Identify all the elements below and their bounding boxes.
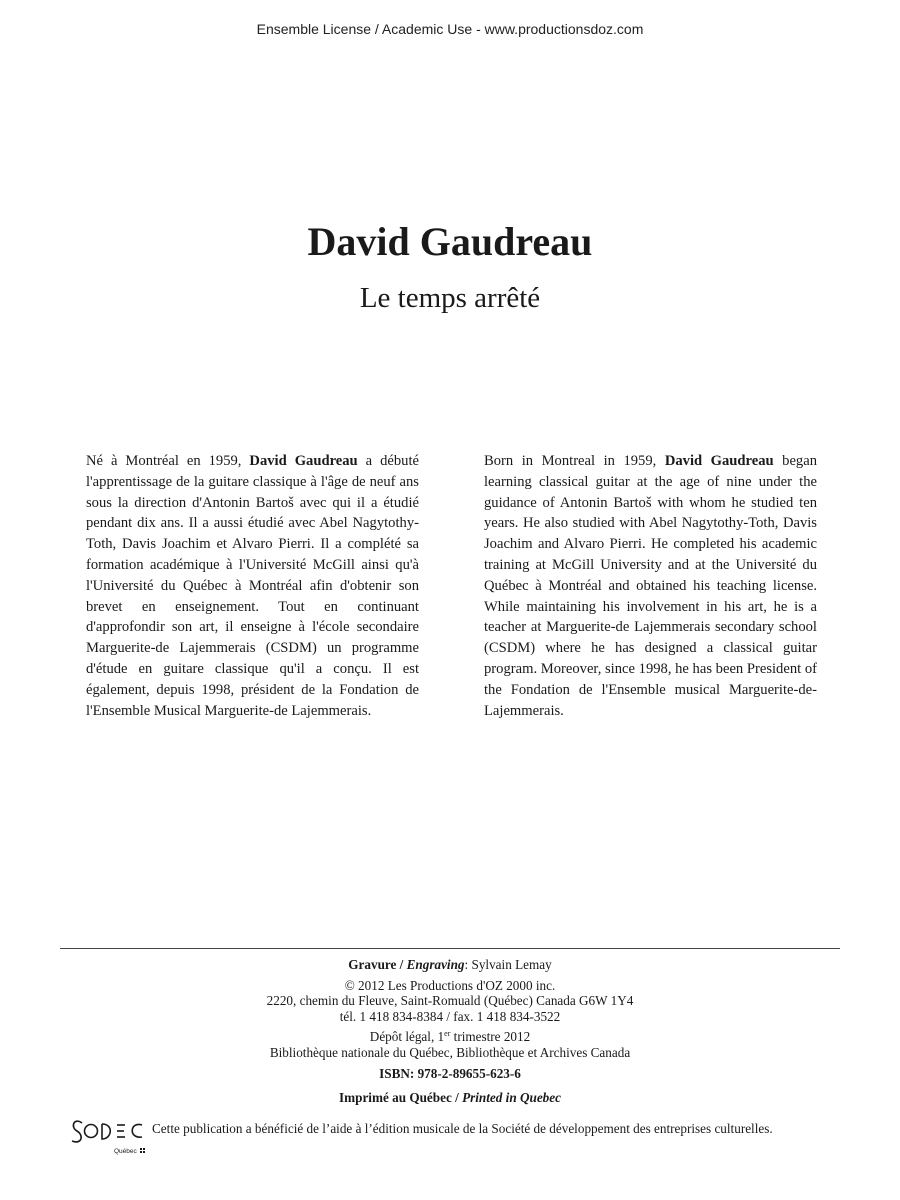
bio-en-composer-name: David Gaudreau — [664, 453, 774, 469]
depot-sup: er — [444, 1029, 451, 1039]
publisher-phone: tél. 1 418 834-8384 / fax. 1 418 834-3522 — [339, 1008, 561, 1024]
printed-line — [0, 1090, 900, 1106]
depot-line — [0, 1029, 900, 1045]
isbn-line: ISBN: 978-2-89655-623-6 — [379, 1065, 521, 1081]
printed-label-en: Printed in Quebec — [462, 1090, 561, 1106]
sodec-quebec-label: Québec — [114, 1148, 137, 1155]
engraving-separator: : — [464, 957, 469, 972]
depot-before: Dépôt légal, 1 — [369, 1029, 445, 1045]
publisher-info — [0, 978, 900, 1025]
depot-after: trimestre 2012 — [450, 1029, 531, 1045]
bio-en-body: began learning classical guitar at the age of nine under the guidance of Antonin Bartoš with whom he studied ten years. He also studied with Abel Nagytothy-Toth, Davis Joachim and Alvaro Pierri. He completed his academic training at McGill University and at the Université du Québec à Montréal and obtained his teaching license. While maintaining his involvement in his art, he is a teacher at Marguerite-de Lajemmerais secondary school (CSDM) where he has designed a classical guitar program. Moreover, since 1998, he has been President of the Fondation de l'Ensemble musical Marguerite-de-Lajemmerais. — [484, 453, 817, 719]
sodec-logo-icon — [68, 1113, 150, 1157]
composer-name: David Gaudreau — [307, 219, 593, 264]
license-header: Ensemble License / Academic Use - www.productionsdoz.com — [256, 21, 644, 37]
bio-fr-composer-name: David Gaudreau — [249, 453, 358, 469]
engraving-label-fr: Gravure / — [348, 957, 404, 972]
engraver-name: Sylvain Lemay — [471, 957, 552, 972]
copyright-line: © 2012 Les Productions d'OZ 2000 inc. — [344, 977, 556, 993]
engraving-label-en: Engraving — [406, 957, 465, 972]
engraving-credit — [0, 957, 900, 973]
footer-divider — [60, 948, 840, 949]
work-title: Le temps arrêté — [359, 282, 541, 314]
sodec-notice: Cette publication a bénéficié de l’aide à l’édition musicale de la Société de développement des entreprises culturelles. — [152, 1121, 773, 1136]
legal-deposit — [0, 1029, 900, 1060]
credits-block — [0, 957, 900, 1111]
bio-en-intro: Born in Montreal in 1959, — [484, 453, 665, 469]
biography-french — [86, 451, 419, 721]
publisher-address: 2220, chemin du Fleuve, Saint-Romuald (Québec) Canada G6W 1Y4 — [266, 993, 634, 1009]
printed-label-fr: Imprimé au Québec / — [339, 1090, 459, 1106]
bio-fr-intro: Né à Montréal en 1959, — [86, 453, 250, 469]
biography-english — [484, 451, 817, 721]
libraries-line: Bibliothèque nationale du Québec, Bibliothèque et Archives Canada — [269, 1044, 631, 1060]
bio-fr-body: a débuté l'apprentissage de la guitare classique à l'âge de neuf ans sous la direction d'Antonin Bartoš avec qui il a étudié pendant dix ans. Il a aussi étudié avec Abel Nagytothy-Toth, Davis Joachim et Alvaro Pierri. Il a complété sa formation académique à l'Université McGill ainsi qu'à l'Université du Québec à Montréal afin d'obtenir son brevet en enseignement. Tout en continuant d'approfondir son art, il enseigne à l'école secondaire Marguerite-de Lajemmerais (CSDM) un programme d'étude en guitare classique qu'il a conçu. Il est également, depuis 1998, président de la Fondation de l'Ensemble Musical Marguerite-de Lajemmerais. — [86, 453, 419, 719]
